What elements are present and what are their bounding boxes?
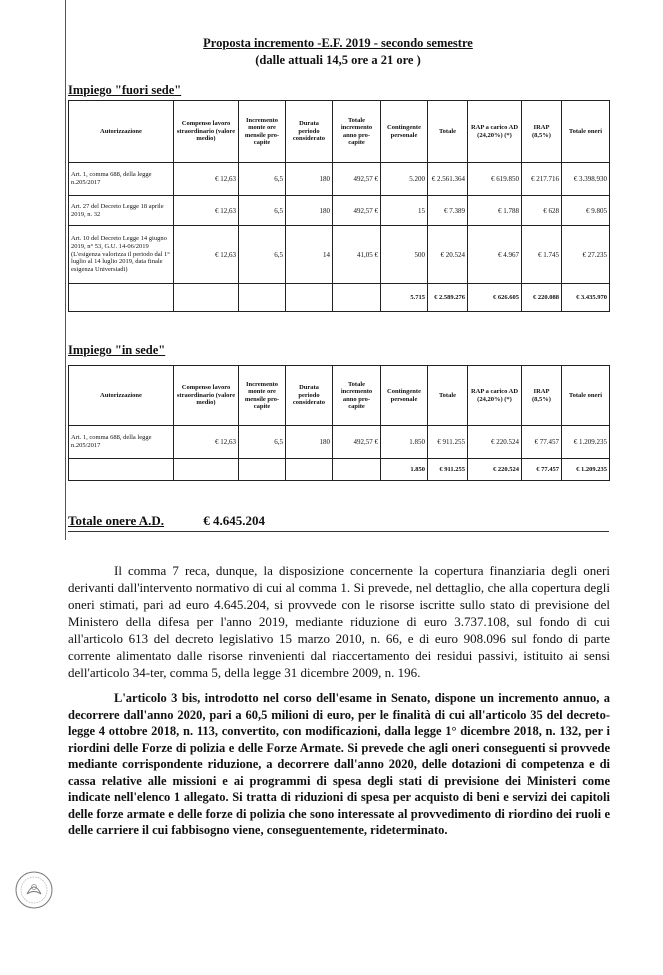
paragraph-articolo-3-bis bbox=[68, 690, 610, 839]
cell-durata: 180 bbox=[286, 426, 333, 459]
cell-compenso: € 12,63 bbox=[174, 226, 239, 284]
header-rap: RAP a carico AD (24,20%) (*) bbox=[468, 366, 522, 426]
cell-contingente: 1.850 bbox=[381, 426, 428, 459]
header-totale-oneri: Totale oneri bbox=[562, 101, 610, 163]
cell-totale: € 20.524 bbox=[428, 226, 468, 284]
totale-onere-value: € 4.645.204 bbox=[203, 513, 265, 528]
cell-totale-oneri: € 1.209.235 bbox=[562, 426, 610, 459]
table-total-row bbox=[69, 284, 610, 312]
cell-incremento: 6,5 bbox=[239, 196, 286, 226]
header-contingente: Contingente personale bbox=[381, 101, 428, 163]
cell-incremento: 6,5 bbox=[239, 163, 286, 196]
section-title-fuori-sede: Impiego "fuori sede" bbox=[68, 83, 182, 97]
header-autorizzazione: Autorizzazione bbox=[69, 101, 174, 163]
cell-contingente: 15 bbox=[381, 196, 428, 226]
table-row bbox=[69, 163, 610, 196]
cell-rap: € 1.788 bbox=[468, 196, 522, 226]
cell-durata: 14 bbox=[286, 226, 333, 284]
cell-incremento: 6,5 bbox=[239, 226, 286, 284]
cell-autorizzazione: Art. 10 del Decreto Legge 14 giugno 2019, n° 53, G.U. 14-06/2019 (L'esigenza valorizza il periodo dal 1° luglio al 14 luglio 2019, data finale esigenza Universiadi) bbox=[69, 226, 174, 284]
cell-empty bbox=[286, 284, 333, 312]
cell-totale-oneri: € 9.805 bbox=[562, 196, 610, 226]
cell-empty bbox=[333, 284, 381, 312]
cell-empty bbox=[174, 284, 239, 312]
total-contingente: 1.850 bbox=[381, 459, 428, 481]
cell-autorizzazione: Art. 27 del Decreto Legge 18 aprile 2019, n. 32 bbox=[69, 196, 174, 226]
cell-compenso: € 12,63 bbox=[174, 196, 239, 226]
header-compenso: Compenso lavoro straordinario (valore medio) bbox=[174, 366, 239, 426]
totale-onere bbox=[68, 513, 265, 529]
cell-empty bbox=[333, 459, 381, 481]
header-incremento: Incremento monte ore mensile pro-capite bbox=[239, 101, 286, 163]
header-totale-incremento: Totale incremento anno pro-capite bbox=[333, 366, 381, 426]
paragraph-2-text: L'articolo 3 bis, introdotto nel corso dell'esame in Senato, dispone un incremento annuo, a decorrere dall'anno 2020, pari a 60,5 milioni di euro, per le finalità di cui all'articolo 35 del decreto-legge 4 ottobre 2018, n. 113, convertito, con modificazioni, dalla legge 1° dicembre 2018, n. 132, per i riordini delle Forze di polizia e delle Forze Armate. Si prevede che agli oneri conseguenti si provvede mediante corrispondente riduzione, a decorrere dall'anno 2020, delle dotazioni di competenza e di cassa relative alle missioni e ai programmi di spesa degli stati di previsione dei Ministeri come indicate nell'elenco 1 allegato. Si tratta di riduzioni di spesa per acquisto di beni e servizi dei capitoli delle forze armate e delle forze di polizia che sono interessate al provvedimento di riordino dei ruoli e delle carriere il cui fabbisogno viene, conseguentemente, rideterminato. bbox=[68, 691, 610, 837]
cell-totale-incremento: 41,05 € bbox=[333, 226, 381, 284]
total-contingente: 5.715 bbox=[381, 284, 428, 312]
total-irap: € 220.088 bbox=[522, 284, 562, 312]
table-header-row bbox=[69, 101, 610, 163]
totale-onere-label: Totale onere A.D. bbox=[68, 513, 165, 528]
seal-stamp-icon bbox=[14, 870, 54, 910]
table-total-row bbox=[69, 459, 610, 481]
total-rap: € 220.524 bbox=[468, 459, 522, 481]
cell-compenso: € 12,63 bbox=[174, 426, 239, 459]
table-in-sede bbox=[68, 365, 610, 481]
cell-empty bbox=[69, 284, 174, 312]
total-totale-oneri: € 1.209.235 bbox=[562, 459, 610, 481]
cell-autorizzazione: Art. 1, comma 688, della legge n.205/2017 bbox=[69, 426, 174, 459]
cell-irap: € 77.457 bbox=[522, 426, 562, 459]
cell-irap: € 217.716 bbox=[522, 163, 562, 196]
header-contingente: Contingente personale bbox=[381, 366, 428, 426]
cell-totale: € 911.255 bbox=[428, 426, 468, 459]
cell-rap: € 619.850 bbox=[468, 163, 522, 196]
paragraph-comma-7 bbox=[68, 562, 610, 681]
margin-line bbox=[65, 0, 66, 540]
cell-irap: € 1.745 bbox=[522, 226, 562, 284]
total-totale: € 911.255 bbox=[428, 459, 468, 481]
header-totale-oneri: Totale oneri bbox=[562, 366, 610, 426]
total-irap: € 77.457 bbox=[522, 459, 562, 481]
cell-compenso: € 12,63 bbox=[174, 163, 239, 196]
total-rap: € 626.605 bbox=[468, 284, 522, 312]
cell-totale-incremento: 492,57 € bbox=[333, 196, 381, 226]
header-totale: Totale bbox=[428, 366, 468, 426]
cell-durata: 180 bbox=[286, 163, 333, 196]
header-autorizzazione: Autorizzazione bbox=[69, 366, 174, 426]
cell-contingente: 5.200 bbox=[381, 163, 428, 196]
cell-totale: € 2.561.364 bbox=[428, 163, 468, 196]
table-row bbox=[69, 226, 610, 284]
cell-irap: € 628 bbox=[522, 196, 562, 226]
document-title: Proposta incremento -E.F. 2019 - secondo semestre bbox=[203, 36, 473, 50]
cell-autorizzazione: Art. 1, comma 688, della legge n.205/2017 bbox=[69, 163, 174, 196]
header-totale: Totale bbox=[428, 101, 468, 163]
table-fuori-sede bbox=[68, 100, 610, 312]
cell-incremento: 6,5 bbox=[239, 426, 286, 459]
cell-rap: € 4.967 bbox=[468, 226, 522, 284]
cell-empty bbox=[239, 459, 286, 481]
header-rap: RAP a carico AD (24,20%) (*) bbox=[468, 101, 522, 163]
total-totale: € 2.589.276 bbox=[428, 284, 468, 312]
table-row bbox=[69, 196, 610, 226]
cell-contingente: 500 bbox=[381, 226, 428, 284]
cell-empty bbox=[174, 459, 239, 481]
cell-totale-incremento: 492,57 € bbox=[333, 426, 381, 459]
header-totale-incremento: Totale incremento anno pro-capite bbox=[333, 101, 381, 163]
cell-totale-incremento: 492,57 € bbox=[333, 163, 381, 196]
total-totale-oneri: € 3.435.970 bbox=[562, 284, 610, 312]
cell-totale-oneri: € 27.235 bbox=[562, 226, 610, 284]
paragraph-1-text: Il comma 7 reca, dunque, la disposizione concernente la copertura finanziaria degli oneri derivanti dall'intervento normativo di cui al comma 1. Si prevede, nel dettaglio, che alla copertura degli oneri stimati, pari ad euro 4.645.204, si provvede con le risorse iscritte sullo stato di previsione del Ministero della difesa per l'anno 2019, mediante riduzione di euro 3.737.108, sul fondo di cui all'articolo 613 del decreto legislativo 15 marzo 2010, n. 66, e di euro 908.096 sul fondo di parte corrente alimentato dalle risorse rinvenienti dal riaccertamento dei residui passivi, istituito ai sensi dell'articolo 34-ter, comma 5, della legge 31 dicembre 2009, n. 196. bbox=[68, 563, 610, 680]
header-incremento: Incremento monte ore mensile pro-capite bbox=[239, 366, 286, 426]
cell-empty bbox=[286, 459, 333, 481]
divider bbox=[68, 531, 609, 532]
cell-empty bbox=[239, 284, 286, 312]
cell-durata: 180 bbox=[286, 196, 333, 226]
table-header-row bbox=[69, 366, 610, 426]
cell-totale: € 7.389 bbox=[428, 196, 468, 226]
header-compenso: Compenso lavoro straordinario (valore medio) bbox=[174, 101, 239, 163]
cell-rap: € 220.524 bbox=[468, 426, 522, 459]
cell-totale-oneri: € 3.398.930 bbox=[562, 163, 610, 196]
section-title-in-sede: Impiego "in sede" bbox=[68, 343, 166, 357]
header-irap: IRAP (8,5%) bbox=[522, 101, 562, 163]
header-durata: Durata periodo considerato bbox=[286, 101, 333, 163]
header-irap: IRAP (8,5%) bbox=[522, 366, 562, 426]
document-subtitle: (dalle attuali 14,5 ore a 21 ore ) bbox=[255, 53, 421, 67]
header-durata: Durata periodo considerato bbox=[286, 366, 333, 426]
table-row bbox=[69, 426, 610, 459]
cell-empty bbox=[69, 459, 174, 481]
